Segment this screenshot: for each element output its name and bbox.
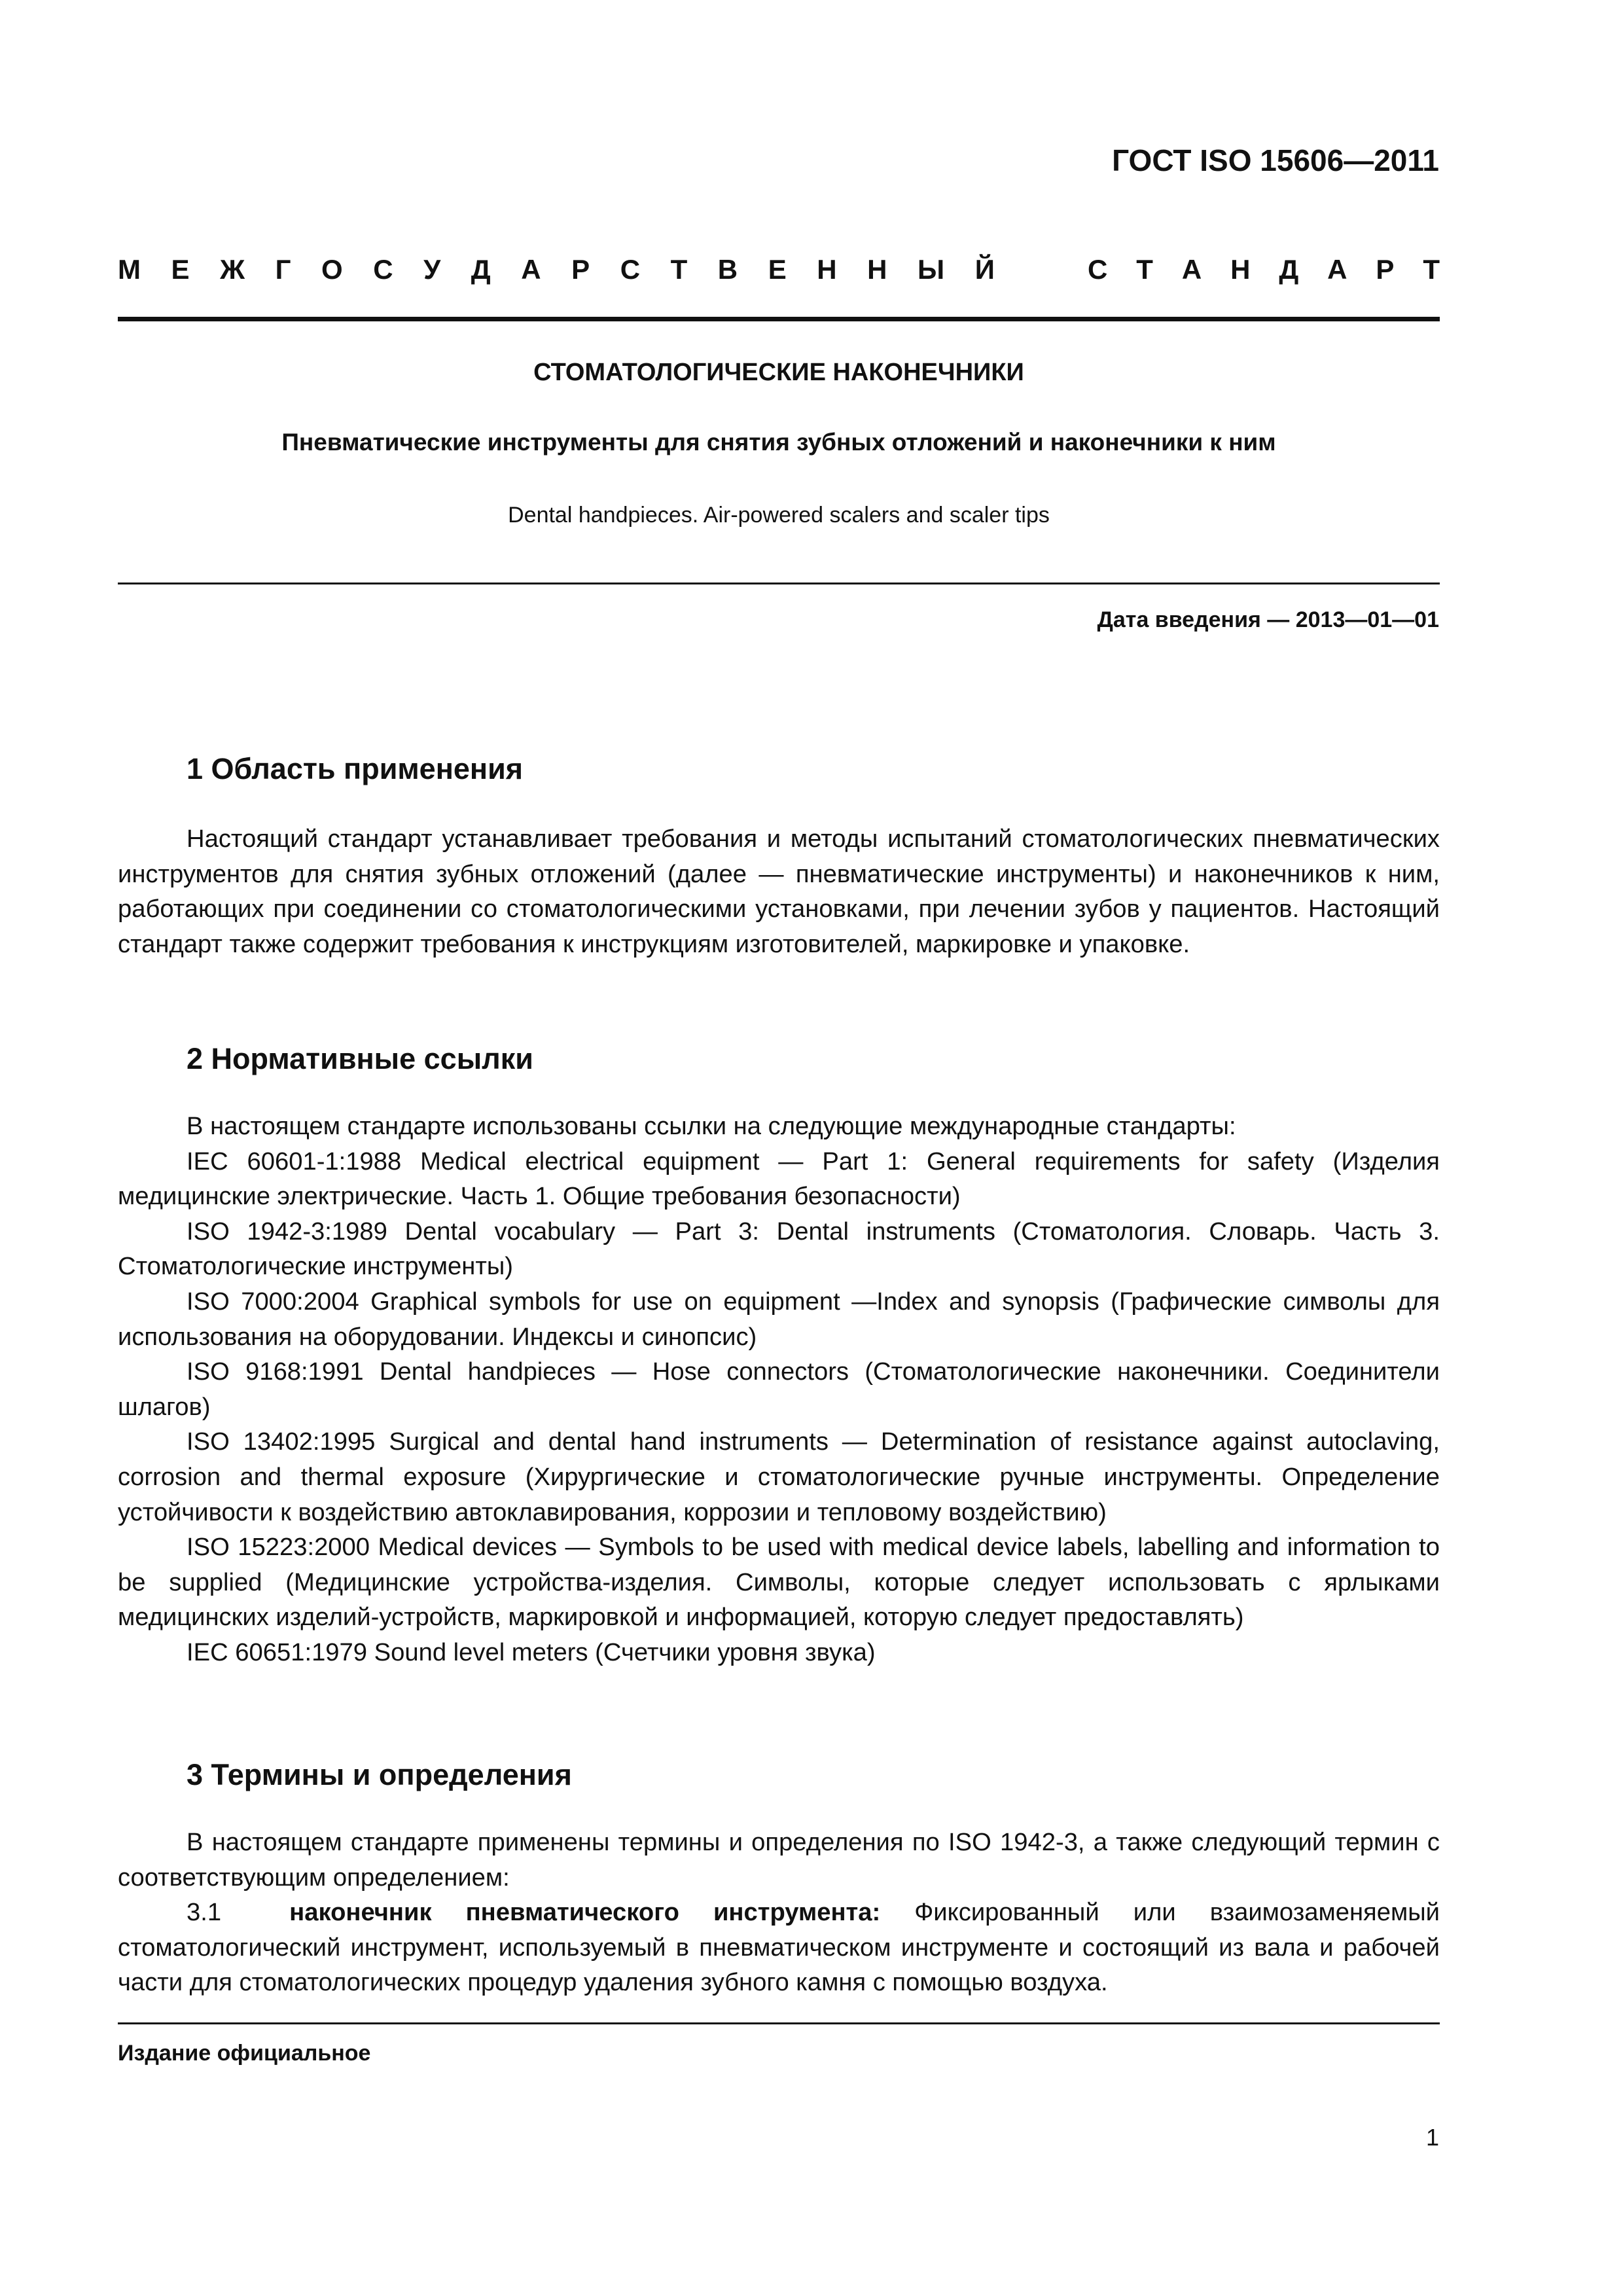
banner-letter: С <box>620 254 641 285</box>
section-paragraph: Настоящий стандарт устанавливает требования и методы испытаний стоматологических пневматических инструментов для снятия зубных отложений (далее — пневматические инструменты) и наконечников к ним, работающих при соединении со стоматологическими установками, при лечении зубов у пациентов. Настоящий стандарт также содержит требования к инструкциям изготовителей, маркировке и упаковке. <box>118 825 1440 958</box>
page-number: 1 <box>1425 2124 1439 2151</box>
section-heading: 2 Нормативные ссылки <box>187 1042 533 1075</box>
banner-letter: Е <box>171 254 190 285</box>
banner-letter: Т <box>1136 254 1153 285</box>
introduction-date: Дата введения — 2013—01—01 <box>1097 607 1439 632</box>
document-subtitle: Пневматические инструменты для снятия зубных отложений и наконечники к ним <box>281 429 1276 456</box>
banner-letter: Н <box>1230 254 1251 285</box>
banner-letter: Е <box>768 254 787 285</box>
term-definition: Фиксированный или взаимозаменяемый стоматологический инструмент, используемый в пневматическом инструменте и состоящий из вала и рабочей части для стоматологических процедур удаления зубного камня с помощью воздуха. <box>118 1898 1440 1997</box>
reference-item: ISO 7000:2004 Graphical symbols for use on equipment —Index and synopsis (Графические символы для использования на оборудовании. Индексы и синопсис) <box>118 1287 1440 1351</box>
banner-letter: У <box>423 254 441 285</box>
header-divider <box>118 317 1440 321</box>
section-heading: 3 Термины и определения <box>187 1758 572 1791</box>
banner-letter: Й <box>974 254 995 285</box>
section-normative-references <box>118 1039 1440 1670</box>
terms-list <box>118 1825 1440 2000</box>
reference-item: ISO 1942-3:1989 Dental vocabulary — Part 3: Dental instruments (Стоматология. Словарь. Часть 3. Стоматологические инструменты) <box>118 1217 1440 1281</box>
reference-item: IEC 60651:1979 Sound level meters (Счетчики уровня звука) <box>187 1638 876 1666</box>
banner-letter: С <box>1088 254 1108 285</box>
banner-letter: В <box>717 254 738 285</box>
banner-letter: Н <box>817 254 837 285</box>
terms-intro: В настоящем стандарте применены термины и определения по ISO 1942-3, а также следующий термин с соответствующим определением: <box>118 1828 1440 1892</box>
term-name: наконечник пневматического инструмента: <box>289 1898 881 1927</box>
banner-letter: Р <box>1376 254 1395 285</box>
banner-letter: Т <box>670 254 688 285</box>
banner-letter: Р <box>571 254 590 285</box>
banner-letter: Ы <box>918 254 945 285</box>
banner-letter: Н <box>867 254 887 285</box>
section-terms-definitions <box>118 1755 1440 2000</box>
banner-letter: Г <box>275 254 291 285</box>
banner-letter: А <box>1181 254 1202 285</box>
banner-letter: М <box>118 254 141 285</box>
reference-item: ISO 9168:1991 Dental handpieces — Hose connectors (Стоматологические наконечники. Соединители шлагов) <box>118 1357 1440 1421</box>
standard-banner <box>118 254 1440 285</box>
banner-letter: А <box>1327 254 1347 285</box>
reference-item: IEC 60601-1:1988 Medical electrical equipment — Part 1: General requirements for safety (Изделия медицинские электрические. Часть 1. Общие требования безопасности) <box>118 1147 1440 1211</box>
reference-list <box>118 1109 1440 1670</box>
banner-word-interstate <box>118 254 995 285</box>
banner-letter: Д <box>1279 254 1299 285</box>
document-title: СТОМАТОЛОГИЧЕСКИЕ НАКОНЕЧНИКИ <box>533 359 1024 386</box>
title-divider <box>118 583 1440 584</box>
document-title-english: Dental handpieces. Air-powered scalers and scaler tips <box>508 503 1050 528</box>
banner-letter: Т <box>1423 254 1440 285</box>
term-number: 3.1 <box>187 1898 222 1927</box>
banner-letter: О <box>321 254 343 285</box>
banner-word-standard <box>1088 254 1440 285</box>
banner-letter: Ж <box>220 254 245 285</box>
section-scope <box>118 749 1440 961</box>
reference-intro: В настоящем стандарте использованы ссылки на следующие международные стандарты: <box>187 1112 1236 1140</box>
reference-item: ISO 13402:1995 Surgical and dental hand instruments — Determination of resistance against autoclaving, corrosion and thermal exposure (Хирургические и стоматологические ручные инструменты. Определение устойчивости к воздействию автоклавирования, коррозии и тепловому воздействию) <box>118 1427 1440 1526</box>
section-heading: 1 Область применения <box>187 752 524 785</box>
banner-letter: С <box>373 254 393 285</box>
banner-letter: Д <box>471 254 491 285</box>
footer-divider <box>118 2022 1440 2024</box>
edition-label: Издание официальное <box>118 2041 371 2066</box>
banner-letter: А <box>521 254 541 285</box>
term-entry <box>118 1895 1440 2000</box>
reference-item: ISO 15223:2000 Medical devices — Symbols to be used with medical device labels, labelling and information to be supplied (Медицинские устройства-изделия. Символы, которые следует использовать с ярлыками медицинских изделий-устройств, маркировкой и информацией, которую следует предоставлять) <box>118 1533 1440 1632</box>
document-number: ГОСТ ISO 15606—2011 <box>1112 143 1439 177</box>
